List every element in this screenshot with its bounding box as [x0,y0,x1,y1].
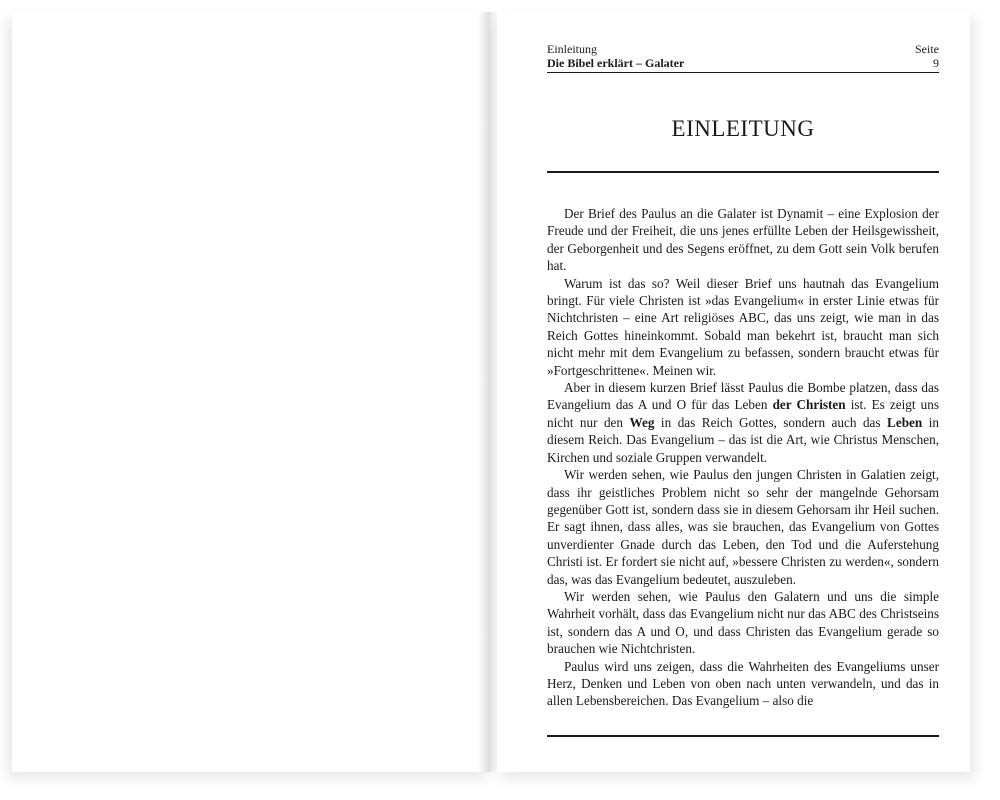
bold-text: Weg [629,414,655,430]
text-run: ist. Es zeigt uns nicht nur den [547,397,939,430]
text-run: in diesem Reich. Das Evangelium – das ist die Art, wie Christus Menschen, Kirchen und soziale Gruppen verwandelt. [547,414,939,465]
running-header [547,42,939,70]
title-rule [547,171,939,173]
bold-text: Leben [887,414,923,430]
header-rule [547,72,939,73]
paragraph [547,658,939,710]
chapter-title: EINLEITUNG [671,116,815,141]
header-page-label: Seite [915,42,939,56]
paragraph [547,466,939,588]
text-run: Der Brief des Paulus an die Galater ist Dynamit – eine Explosion der Freude und der Freiheit, die uns jenes erfüllte Leben der Heilsgewissheit, der Geborgenheit und des Segens eröffnet, zu dem Gott sein Volk berufen hat. [547,206,939,274]
paragraph [547,379,939,466]
paragraph [547,588,939,658]
paragraph [547,205,939,275]
bold-text: der Christen [772,397,846,413]
text-run: Warum ist das so? Weil dieser Brief uns hautnah das Evangelium bringt. Für viele Christen ist »das Evangelium« in erster Linie etwas für Nichtchristen – eine Art religiöses ABC, das uns zeigt, wie man in das Reich Gottes hineinkommt. Sobald man bekehrt ist, braucht man sich nicht mehr mit dem Evangelium zu befassen, sondern braucht etwas für »Fortgeschrittene«. Meinen wir. [547,275,939,378]
text-run: in das Reich Gottes, sondern auch das [654,414,888,430]
text-run: Wir werden sehen, wie Paulus den jungen Christen in Galatien zeigt, dass ihr geistliches Problem nicht so sehr der mangelnde Gehorsam gegenüber Gott ist, sondern dass sie in diesem Gehorsam ihr Heil suchen. Er sagt ihnen, dass alles, was sie brauchen, das Evangelium von Gottes unverdienter Gnade durch das Leben, den Tod und die Auferstehung Christi ist. Er fordert sie nicht auf, »bessere Christen zu werden«, sondern das, was das Evangelium bedeutet, auszuleben. [547,467,939,587]
text-run: Paulus wird uns zeigen, dass die Wahrheiten des Evangeliums unser Herz, Denken und Leben von oben nach unten verwandeln, und das in allen Lebensbereichen. Das Evangelium – also die [547,658,939,709]
header-page-number: 9 [933,56,939,70]
right-page [497,12,970,772]
paragraph [547,275,939,379]
text-run: Aber in diesem kurzen Brief lässt Paulus die Bombe platzen, dass das Evangelium das A und O für das Leben [547,380,939,413]
left-blank-page [12,12,490,772]
header-book-title: Die Bibel erklärt – Galater [547,56,685,70]
body-text [547,205,939,710]
header-section: Einleitung [547,42,597,56]
text-run: Wir werden sehen, wie Paulus den Galatern und uns die simple Wahrheit vorhält, dass das Evangelium nicht nur das ABC des Christseins ist, sondern das A und O, und dass Christen das Evangelium gerade so brauchen wie Nichtchristen. [547,588,939,657]
footer-rule [547,735,939,737]
